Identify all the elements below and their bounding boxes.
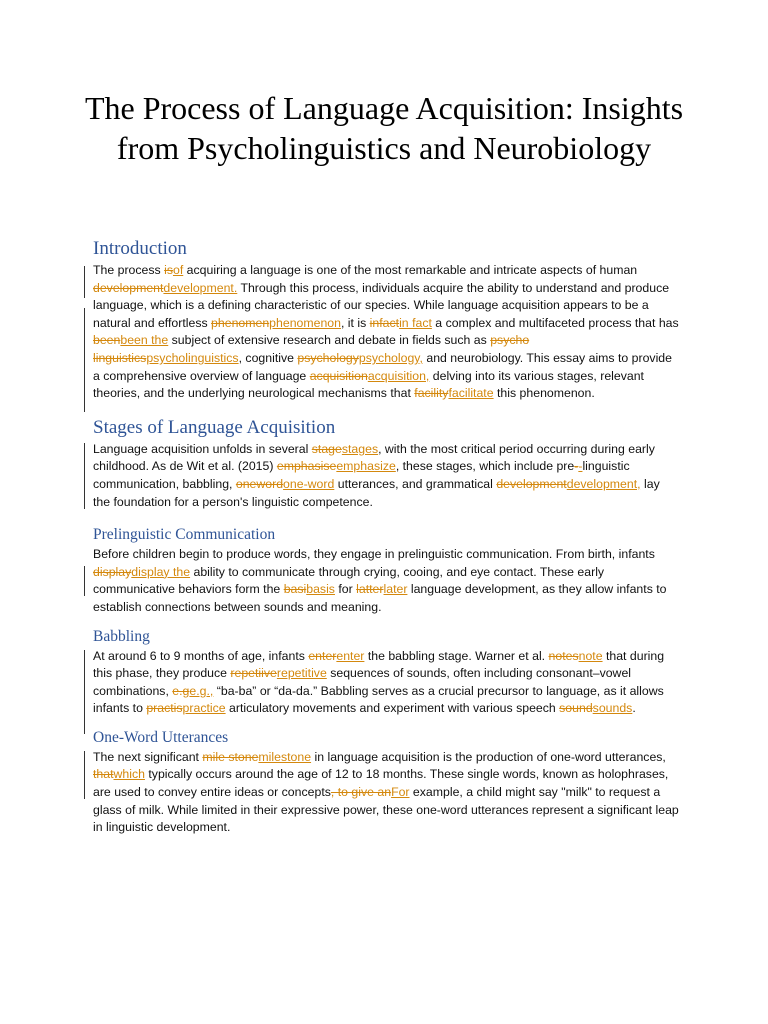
tracked-insertion[interactable]: emphasize (336, 459, 396, 474)
text-run: the babbling stage. Warner et al. (364, 648, 549, 663)
text-run: and neurobiology. This essay aims to provide a comprehensive overview of language (93, 350, 672, 383)
text-run: articulatory movements and experiment with various speech (225, 701, 560, 716)
tracked-insertion[interactable]: - (578, 459, 583, 474)
tracked-insertion[interactable]: stages (341, 441, 379, 456)
text-run: lay the foundation for a person's linguistic competence. (93, 476, 660, 509)
text-run: for (334, 582, 357, 597)
tracked-deletion[interactable]: psycho linguistics (93, 333, 530, 365)
tracked-insertion[interactable]: sounds (592, 701, 633, 716)
text-run: , cognitive (238, 350, 298, 365)
text-run: a complex and multifaceted process that has (431, 315, 679, 330)
text-run: in language acquisition is the production of one-word utterances, (311, 749, 666, 764)
text-run: delving into its various stages, relevant theories, and the underlying neurological mechanisms that (93, 368, 644, 401)
paragraph-babbling[interactable] (93, 648, 679, 718)
text-run: Through this process, individuals acquire the ability to understand and produce language, which is a defining characteristic of our species. While language acquisition appears to be a natural and effortless (93, 280, 670, 330)
text-run: The process (93, 263, 165, 277)
paragraph-one-word[interactable] (93, 749, 679, 837)
tracked-deletion[interactable]: enter (308, 648, 337, 663)
tracked-insertion[interactable]: development, (566, 476, 641, 491)
tracked-insertion[interactable]: psycholinguistics (146, 350, 239, 365)
tracked-deletion[interactable]: development (496, 476, 567, 491)
tracked-deletion[interactable]: display (93, 564, 132, 579)
document-body (93, 238, 679, 847)
heading-introduction: Introduction (93, 238, 187, 259)
text-run: , it is (340, 315, 370, 330)
tracked-deletion[interactable]: that (93, 767, 114, 782)
document-title: The Process of Language Acquisition: Insights from Psycholinguistics and Neurobiology (84, 90, 684, 166)
paragraph-stages[interactable] (93, 441, 679, 511)
change-bar (84, 308, 85, 412)
heading-prelinguistic: Prelinguistic Communication (93, 526, 276, 544)
tracked-insertion[interactable]: development. (163, 280, 238, 295)
tracked-deletion[interactable]: psychology (297, 350, 359, 365)
text-run: “ba-ba” or “da-da.” Babbling serves as a crucial precursor to language, as it allows infants to (93, 683, 664, 716)
tracked-deletion[interactable]: stage (311, 441, 342, 456)
tracked-deletion[interactable]: repetiive (230, 666, 277, 681)
text-run: that during this phase, they produce (93, 648, 665, 681)
text-run: subject of extensive research and debate in fields such as (168, 333, 491, 348)
tracked-deletion[interactable]: e.g (172, 683, 190, 698)
heading-stages: Stages of Language Acquisition (93, 416, 336, 438)
tracked-deletion[interactable]: practis (146, 701, 183, 716)
tracked-deletion[interactable]: emphasise (276, 459, 337, 474)
text-run: acquiring a language is one of the most remarkable and intricate aspects of human (183, 263, 638, 277)
tracked-deletion[interactable]: basi (283, 582, 307, 597)
tracked-insertion[interactable]: in fact (399, 315, 432, 330)
change-bar (84, 650, 85, 734)
text-run: , with the most critical period occurring during early childhood. As de Wit et al. (2015) (93, 441, 655, 474)
tracked-deletion[interactable]: , to give an (330, 785, 392, 800)
tracked-deletion[interactable]: acquisition (309, 368, 368, 383)
text-run: utterances, and grammatical (334, 476, 497, 491)
tracked-insertion[interactable]: e.g., (189, 683, 214, 698)
tracked-deletion[interactable]: mile stone (202, 749, 259, 764)
text-run: . (632, 701, 636, 716)
tracked-deletion[interactable]: - (574, 459, 579, 474)
tracked-insertion[interactable]: For (391, 785, 410, 800)
tracked-insertion[interactable]: enter (336, 648, 365, 663)
text-run: sequences of sounds, often including consonant–vowel combinations, (93, 666, 632, 698)
text-run: , these stages, which include pre (395, 459, 575, 474)
tracked-deletion[interactable]: sound (559, 701, 593, 716)
tracked-insertion[interactable]: facilitate (448, 386, 494, 401)
tracked-insertion[interactable]: been the (120, 333, 169, 348)
text-run: linguistic communication, babbling, (93, 459, 630, 491)
change-bar (84, 266, 85, 298)
change-bar (84, 751, 85, 799)
tracked-insertion[interactable]: basis (306, 582, 335, 597)
change-bar (84, 443, 85, 509)
tracked-deletion[interactable]: infact (369, 315, 400, 330)
text-run: Language acquisition unfolds in several (93, 441, 312, 456)
paragraph-introduction[interactable] (93, 262, 679, 403)
text-run: language development, as they allow infants to establish connections between sounds and meaning. (93, 582, 667, 614)
tracked-insertion[interactable]: which (113, 767, 145, 782)
text-run: Before children begin to produce words, they engage in prelinguistic communication. From birth, infants (93, 547, 655, 562)
text-run: At around 6 to 9 months of age, infants (93, 648, 309, 663)
tracked-insertion[interactable]: practice (182, 701, 226, 716)
tracked-deletion[interactable]: facility (414, 386, 449, 401)
tracked-deletion[interactable]: been (93, 333, 121, 348)
tracked-insertion[interactable]: milestone (258, 749, 312, 764)
text-run: example, a child might say "milk" to request a glass of milk. While limited in their expressive power, these one-word utterances represent a significant leap in linguistic development. (93, 785, 679, 835)
tracked-insertion[interactable]: display the (131, 564, 191, 579)
tracked-deletion[interactable]: notes (548, 648, 579, 663)
tracked-deletion[interactable]: oneword (235, 476, 284, 491)
tracked-insertion[interactable]: later (383, 582, 408, 597)
tracked-insertion[interactable]: phenomenon (269, 315, 341, 330)
paragraph-prelinguistic[interactable] (93, 546, 679, 616)
tracked-insertion[interactable]: note (578, 648, 603, 663)
text-run: this phenomenon. (493, 386, 595, 401)
tracked-insertion[interactable]: repetitive (276, 666, 327, 681)
tracked-deletion[interactable]: phenomen (211, 315, 270, 330)
text-run: typically occurs around the age of 12 to 18 months. These single words, known as holophrases, are used to convey entire ideas or concepts (93, 767, 669, 800)
heading-one-word: One-Word Utterances (93, 728, 229, 746)
tracked-deletion[interactable]: latter (356, 582, 384, 597)
tracked-deletion[interactable]: is (164, 263, 173, 277)
text-run: The next significant (93, 749, 203, 764)
change-bar (84, 566, 85, 596)
tracked-deletion[interactable]: development (93, 280, 164, 295)
tracked-insertion[interactable]: of (172, 263, 184, 277)
tracked-insertion[interactable]: one-word (283, 476, 335, 491)
heading-babbling: Babbling (93, 627, 150, 645)
tracked-insertion[interactable]: psychology, (358, 350, 423, 365)
tracked-insertion[interactable]: acquisition, (367, 368, 430, 383)
text-run: ability to communicate through crying, cooing, and eye contact. These early communicative behaviors form the (93, 564, 605, 597)
